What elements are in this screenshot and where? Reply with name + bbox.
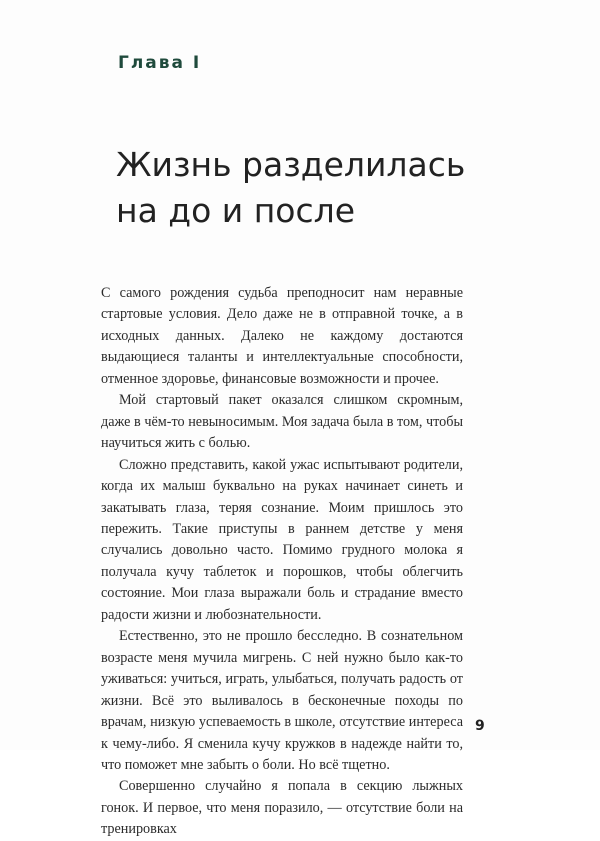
page-number: 9 (475, 718, 485, 734)
paragraph: Естественно, это не прошло бесследно. В сознательном возрасте меня мучила мигрень. С ней нужно было как-то уживаться: учиться, играть, улыбаться, получать радость от жизни. Всё это выливалось в бесконечные походы по врачам, низкую успеваемость в школе, отсутствие интереса к чему-либо. Я сменила кучу кружков в надежде найти то, что поможет мне забыть о боли. Но всё тщетно. (101, 628, 463, 773)
chapter-title-line-2: на до и после (116, 191, 356, 230)
chapter-label: Глава I (118, 53, 202, 73)
chapter-title (116, 142, 536, 234)
paragraph: С самого рождения судьба преподносит нам неравные стартовые условия. Дело даже не в отправной точке, а в исходных данных. Далеко не каждому достаются выдающиеся таланты и интеллектуальные способности, отменное здоровье, финансовые возможности и прочее. (101, 285, 463, 387)
paragraph: Мой стартовый пакет оказался слишком скромным, даже в чём-то невыносимым. Моя задача была в том, чтобы научиться жить с болью. (101, 392, 463, 452)
paragraph: Совершенно случайно я попала в секцию лыжных гонок. И первое, что меня поразило, — отсутствие боли на тренировках (101, 778, 463, 838)
chapter-title-line-1: Жизнь разделилась (116, 145, 466, 184)
body-text (101, 283, 463, 841)
paragraph: Сложно представить, какой ужас испытывают родители, когда их малыш буквально на руках начинает синеть и закатывать глаза, теряя сознание. Моим пришлось это пережить. Такие приступы в раннем детстве у меня случались довольно часто. Помимо грудного молока я получала кучу таблеток и порошков, чтобы облегчить состояние. Мои глаза выражали боль и страдание вместо радости жизни и любознательности. (101, 456, 463, 623)
